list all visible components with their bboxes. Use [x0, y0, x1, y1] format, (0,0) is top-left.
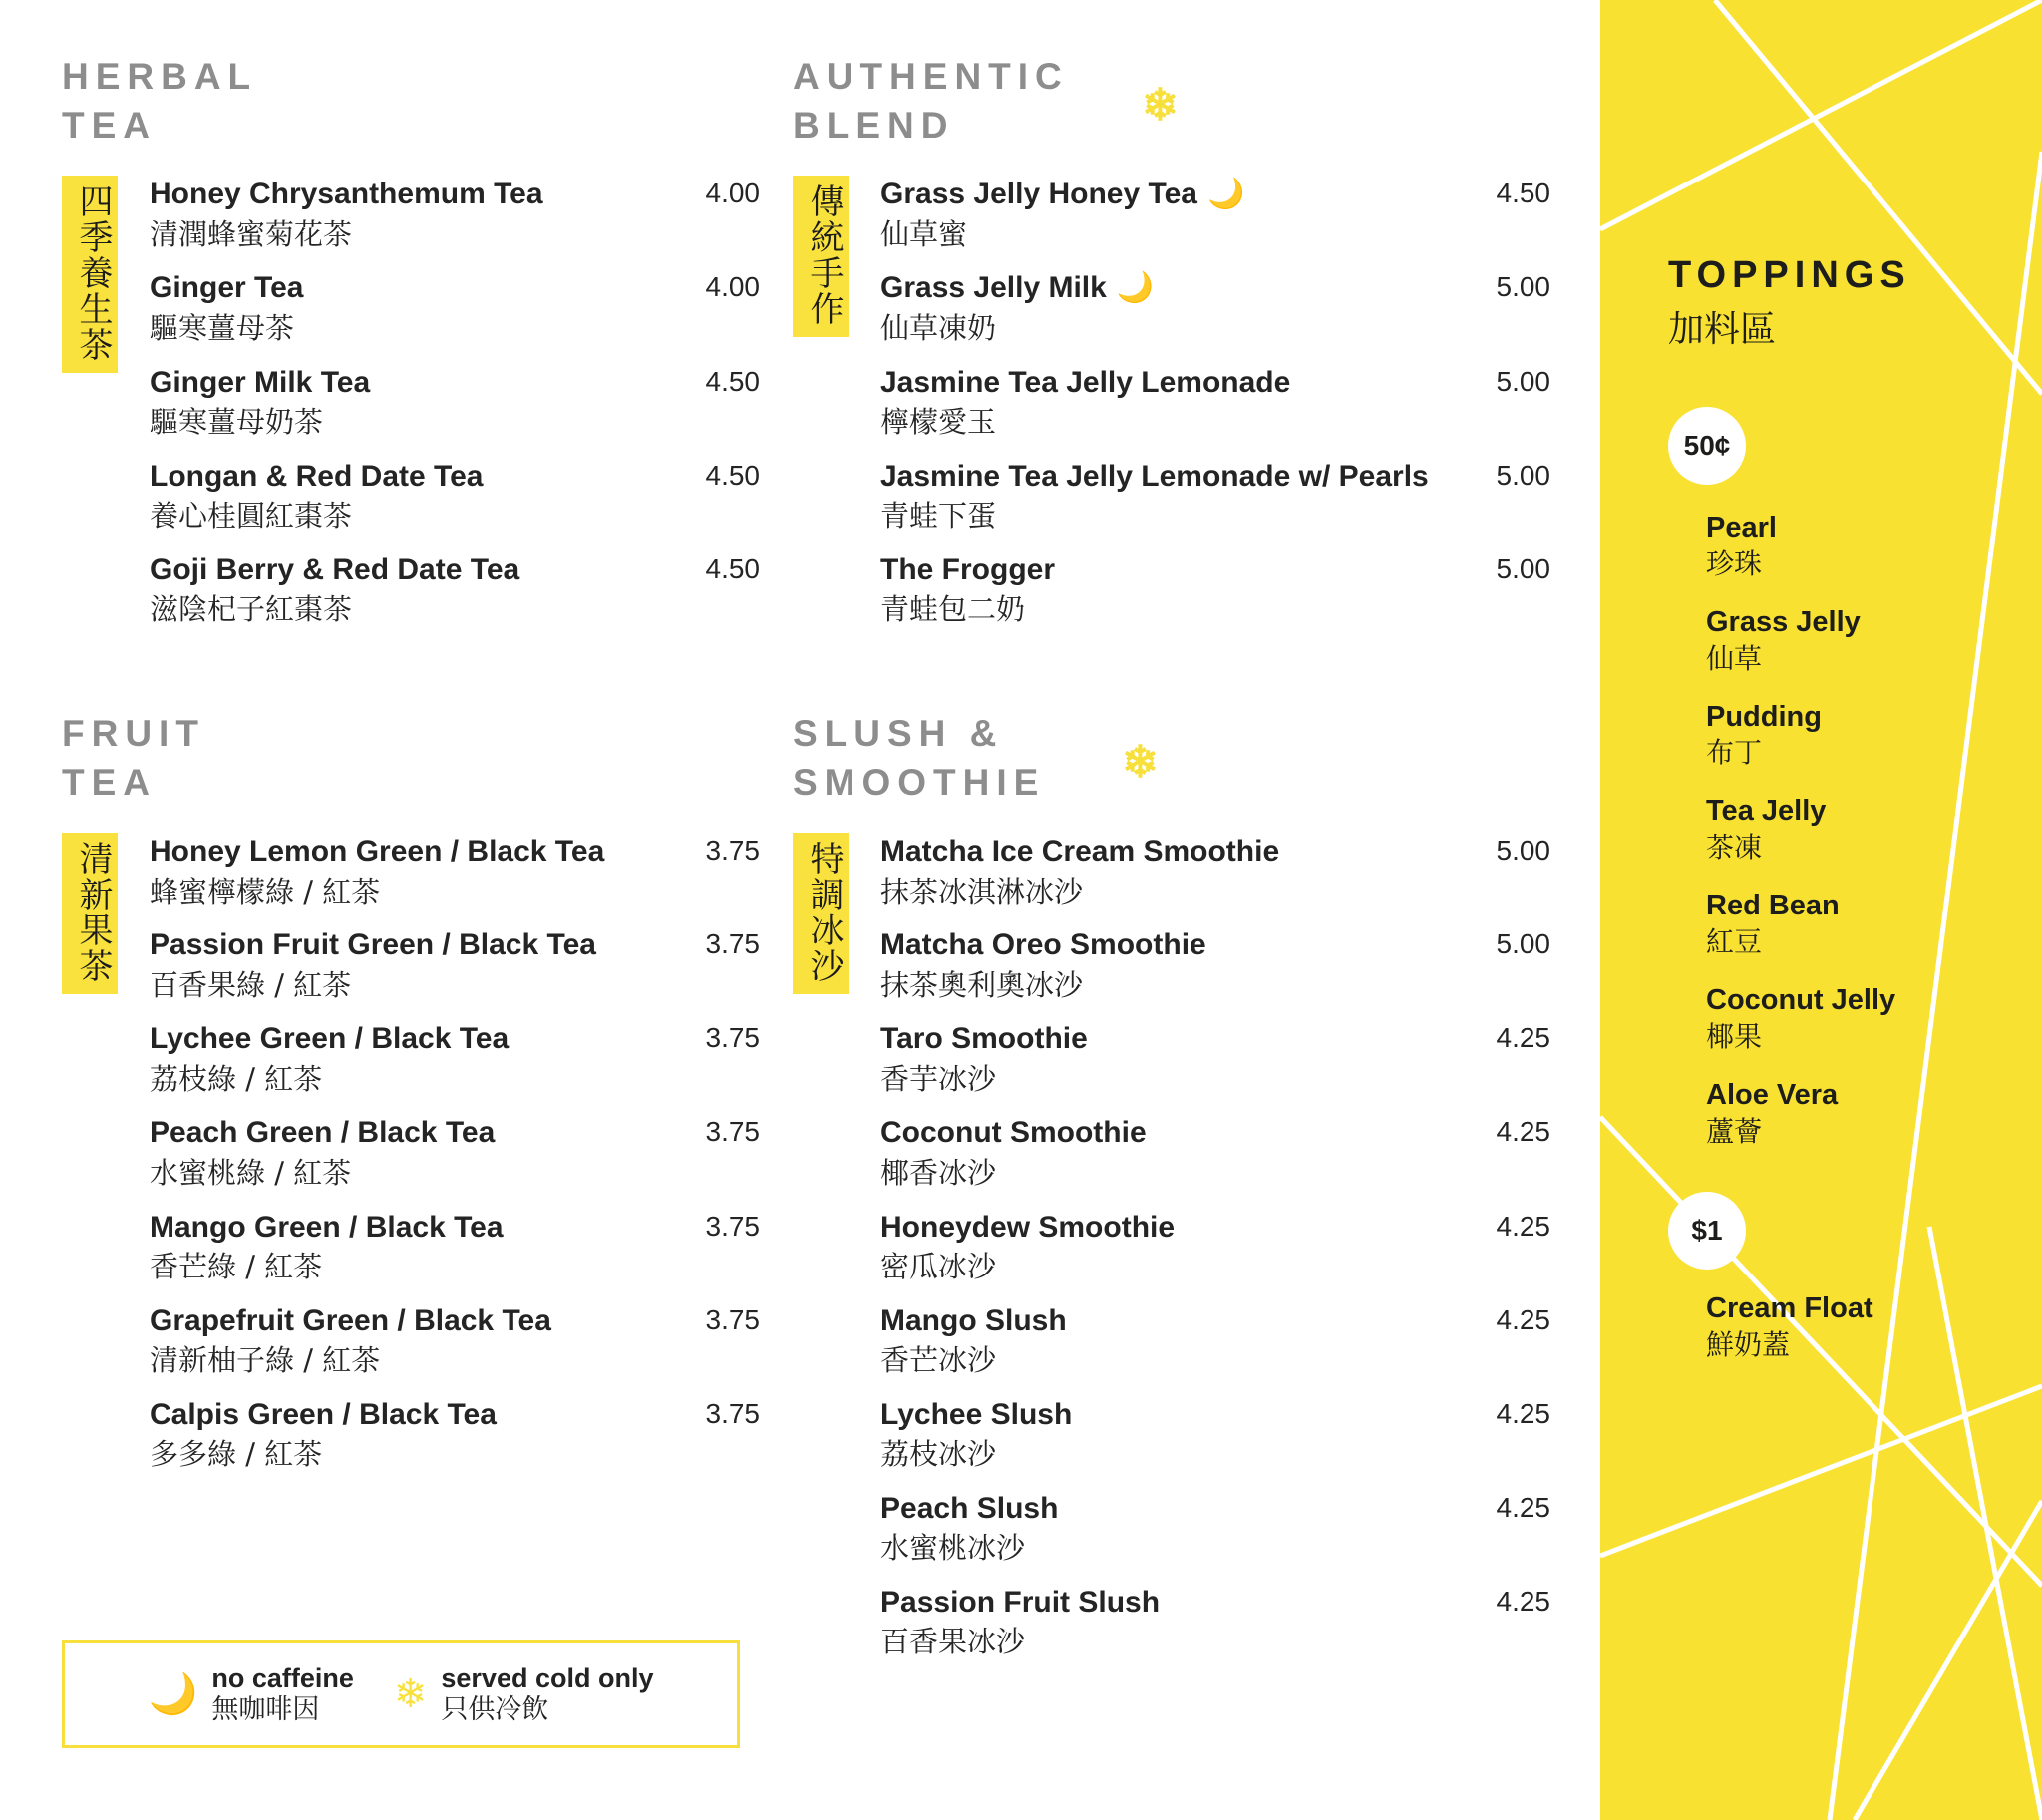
menu-item-price: 5.00 [1496, 459, 1550, 491]
menu-item-texts [150, 1209, 630, 1286]
menu-item-name-zh: 青蛙下蛋 [880, 499, 997, 534]
topping-item [1706, 700, 1895, 771]
topping-name-zh: 蘆薈 [1706, 1114, 1763, 1148]
menu-item [150, 1020, 760, 1098]
menu-item [150, 269, 760, 347]
topping-name-en: Grass Jelly [1706, 605, 1861, 638]
menu-item [150, 1396, 760, 1474]
menu-item-name-zh: 香芒綠 / 紅茶 [150, 1249, 323, 1283]
legend-entry-no-caffeine [149, 1662, 354, 1727]
legend-label-zh: 無咖啡因 [211, 1694, 320, 1725]
section-tag-slush-smoothie: 特調冰沙 [793, 833, 849, 994]
menu-item-name-zh: 蜂蜜檸檬綠 / 紅茶 [150, 874, 381, 909]
menu-item-texts [150, 1020, 630, 1098]
menu-item-texts [150, 269, 630, 347]
menu-item [150, 926, 760, 1004]
toppings-content [1600, 0, 2042, 1820]
menu-item [880, 458, 1550, 536]
menu-item-texts [880, 1302, 1431, 1380]
legend-label-en: no caffeine [211, 1662, 354, 1693]
menu-item-name-en: Mango Slush [880, 1303, 1067, 1337]
menu-item-texts [880, 1209, 1431, 1286]
item-block-authentic-blend [793, 176, 1550, 628]
moon-icon: 🌙 [1116, 271, 1155, 305]
menu-item [880, 364, 1550, 442]
menu-item-price: 4.25 [1496, 1210, 1550, 1242]
menu-item-name-zh: 百香果綠 / 紅茶 [150, 967, 352, 1002]
section-title-line1: SLUSH & [793, 712, 1004, 754]
menu-item-name-zh: 驅寒薑母奶茶 [150, 404, 324, 439]
menu-item-name-en [880, 176, 1431, 213]
menu-item-name-zh: 百香果冰沙 [880, 1625, 1026, 1659]
topping-name-zh: 茶凍 [1706, 831, 1763, 865]
topping-name-en: Tea Jelly [1706, 795, 1827, 828]
toppings-group-1dollar [1706, 1291, 1873, 1386]
item-block-slush-smoothie [793, 833, 1550, 1661]
menu-item-price: 4.00 [705, 178, 760, 209]
menu-item-name-zh: 水蜜桃綠 / 紅茶 [150, 1155, 352, 1190]
menu-item [880, 1302, 1550, 1380]
menu-item-price: 5.00 [1496, 271, 1550, 303]
menu-item-price: 3.75 [705, 1210, 760, 1242]
menu-item-name-en: Peach Slush [880, 1491, 1059, 1525]
menu-item-texts [880, 269, 1431, 347]
menu-item-name-zh: 清新柚子綠 / 紅茶 [150, 1342, 381, 1377]
menu-item [150, 458, 760, 536]
menu-item-name-en: Passion Fruit Slush [880, 1585, 1161, 1619]
legend-label-zh: 只供冷飲 [441, 1694, 549, 1725]
menu-item-name-en: Lychee Slush [880, 1397, 1073, 1431]
section-tag-herbal-tea: 四季養生茶 [62, 176, 118, 373]
menu-item [880, 1209, 1550, 1286]
menu-item-texts [150, 833, 630, 910]
menu-item [150, 1114, 760, 1192]
moon-icon: 🌙 [148, 1672, 198, 1716]
menu-item-name-en: Taro Smoothie [880, 1022, 1088, 1056]
menu-item-price: 5.00 [1496, 365, 1550, 397]
toppings-title-zh: 加料區 [1668, 309, 1777, 350]
menu-item-name-zh: 仙草蜜 [880, 216, 968, 251]
menu-item-name-zh: 密瓜冰沙 [880, 1249, 997, 1283]
topping-name-zh: 珍珠 [1706, 546, 1763, 580]
topping-name-en: Cream Float [1706, 1292, 1873, 1324]
topping-item [1706, 1078, 1895, 1149]
item-block-fruit-tea [62, 833, 760, 1474]
menu-item-price: 3.75 [705, 1397, 760, 1429]
menu-item-price: 4.00 [705, 271, 760, 303]
topping-item [1706, 794, 1895, 865]
section-title-slush-smoothie [793, 709, 1550, 807]
menu-item-name-en: Coconut Smoothie [880, 1116, 1147, 1150]
menu-item-name-en [880, 269, 1431, 307]
menu-item-name-en: Mango Green / Black Tea [150, 1210, 504, 1244]
menu-item [880, 1584, 1550, 1661]
legend-text [441, 1662, 653, 1727]
menu-item-price: 5.00 [1496, 552, 1550, 584]
menu-item-texts [150, 364, 630, 442]
menu-item-texts [150, 1396, 630, 1474]
menu-item-price: 4.50 [705, 459, 760, 491]
menu-item [880, 1396, 1550, 1474]
menu-item-name-en: Calpis Green / Black Tea [150, 1397, 497, 1431]
topping-name-zh: 紅豆 [1706, 924, 1763, 958]
toppings-group-50c [1706, 511, 1895, 1173]
menu-item [880, 926, 1550, 1004]
menu-item [880, 1114, 1550, 1192]
moon-icon: 🌙 [1206, 178, 1245, 211]
menu-item-texts [150, 1302, 630, 1380]
menu-item-price: 3.75 [705, 1022, 760, 1054]
menu-item-price: 4.25 [1496, 1585, 1550, 1617]
menu-item-name-zh: 荔枝綠 / 紅茶 [150, 1061, 323, 1096]
topping-item [1706, 1291, 1873, 1362]
menu-item [880, 176, 1550, 253]
menu-item-name-en: Passion Fruit Green / Black Tea [150, 928, 596, 962]
item-block-herbal-tea [62, 176, 760, 628]
menu-item-name-zh: 多多綠 / 紅茶 [150, 1437, 323, 1472]
menu-item-price: 4.50 [705, 552, 760, 584]
price-badge-50c: 50¢ [1668, 407, 1746, 485]
menu-item-name-en: Lychee Green / Black Tea [150, 1022, 510, 1056]
section-title-line1: HERBAL [62, 56, 258, 97]
topping-name-zh: 布丁 [1706, 736, 1763, 770]
menu-item-texts [880, 1584, 1431, 1661]
menu-item [880, 269, 1550, 347]
menu-item [150, 551, 760, 629]
menu-item [880, 1490, 1550, 1568]
menu-item-texts [880, 1490, 1431, 1568]
menu-item-texts [880, 176, 1431, 253]
menu-item-name-zh: 驅寒薑母茶 [150, 310, 295, 345]
menu-column-middle [793, 52, 1550, 1677]
topping-name-zh: 鮮奶蓋 [1706, 1327, 1791, 1361]
menu-item-price: 4.50 [1496, 178, 1550, 209]
menu-item-texts [880, 833, 1431, 910]
section-title-authentic-blend [793, 52, 1550, 150]
topping-name-en: Red Bean [1706, 890, 1840, 922]
menu-item-name-zh: 仙草凍奶 [880, 310, 997, 345]
menu-item-price: 4.25 [1496, 1022, 1550, 1054]
menu-item [880, 551, 1550, 629]
menu-item-price: 3.75 [705, 835, 760, 867]
menu-item [880, 1020, 1550, 1098]
menu-item-price: 3.75 [705, 928, 760, 960]
section-title-line2: TEA [62, 105, 157, 147]
menu-item-name-en: Ginger Tea [150, 271, 304, 305]
menu-item-name-zh: 椰香冰沙 [880, 1155, 997, 1190]
menu-item [150, 1209, 760, 1286]
section-tag-fruit-tea: 清新果茶 [62, 833, 118, 994]
legend-box [62, 1640, 740, 1748]
menu-item-texts [880, 926, 1431, 1004]
menu-item-texts [150, 176, 630, 253]
section-title-herbal-tea [62, 52, 760, 150]
menu-item-name-en: Honey Lemon Green / Black Tea [150, 835, 605, 869]
section-title-line1: FRUIT [62, 712, 205, 754]
topping-name-en: Coconut Jelly [1706, 983, 1896, 1016]
toppings-heading [1668, 254, 1911, 352]
menu-item-texts [150, 458, 630, 536]
menu-item-price: 3.75 [705, 1303, 760, 1335]
legend-text [211, 1662, 354, 1727]
menu-item-price: 4.25 [1496, 1303, 1550, 1335]
menu-item-price: 4.50 [705, 365, 760, 397]
legend-label-en: served cold only [441, 1662, 654, 1693]
snowflake-icon: ❄ [1122, 737, 1166, 787]
section-authentic-blend [793, 52, 1550, 629]
section-herbal-tea [62, 52, 760, 629]
topping-name-zh: 椰果 [1706, 1019, 1763, 1053]
menu-item-price: 4.25 [1496, 1491, 1550, 1523]
section-tag-authentic-blend: 傳統手作 [793, 176, 849, 337]
menu-item-name-en: Jasmine Tea Jelly Lemonade w/ Pearls [880, 459, 1429, 493]
menu-item-texts [150, 551, 630, 629]
menu-item-price: 4.25 [1496, 1397, 1550, 1429]
section-title-fruit-tea [62, 709, 760, 807]
menu-item-name-zh: 青蛙包二奶 [880, 592, 1026, 627]
menu-item-name-en: Peach Green / Black Tea [150, 1116, 496, 1150]
toppings-title-en: TOPPINGS [1668, 254, 1911, 296]
topping-item [1706, 605, 1895, 676]
menu-item-name-zh: 香芒冰沙 [880, 1342, 997, 1377]
section-title-line2: SMOOTHIE [793, 762, 1046, 803]
menu-item-price: 3.75 [705, 1116, 760, 1148]
menu-item-name-en: Grapefruit Green / Black Tea [150, 1303, 551, 1337]
snowflake-icon: ❄ [1142, 81, 1186, 130]
topping-item [1706, 983, 1895, 1054]
legend-entry-served-cold [394, 1662, 654, 1727]
menu-item-price: 4.25 [1496, 1116, 1550, 1148]
menu-item-name-en: Goji Berry & Red Date Tea [150, 552, 520, 586]
section-title-line1: AUTHENTIC [793, 56, 1069, 97]
menu-item-name-en: Matcha Ice Cream Smoothie [880, 835, 1280, 869]
menu-item [150, 833, 760, 910]
menu-item-texts [150, 1114, 630, 1192]
menu-item-texts [880, 364, 1431, 442]
menu-item-name-en: The Frogger [880, 552, 1056, 586]
menu-item-name-zh: 抹茶奧利奧冰沙 [880, 967, 1084, 1002]
menu-item-name-en: Jasmine Tea Jelly Lemonade [880, 365, 1291, 399]
menu-item [880, 833, 1550, 910]
snowflake-icon: ❄ [393, 1672, 428, 1716]
topping-name-en: Aloe Vera [1706, 1078, 1839, 1111]
menu-item-name-en: Honey Chrysanthemum Tea [150, 178, 543, 211]
toppings-panel [1600, 0, 2042, 1820]
topping-item [1706, 889, 1895, 959]
menu-item-name-en-text: Grass Jelly Honey Tea [880, 178, 1197, 211]
menu-item [150, 364, 760, 442]
price-badge-1dollar: $1 [1668, 1192, 1746, 1270]
section-title-line2: BLEND [793, 105, 955, 147]
menu-item [150, 1302, 760, 1380]
menu-item-texts [880, 1020, 1431, 1098]
section-fruit-tea [62, 709, 760, 1474]
menu-item-name-zh: 水蜜桃冰沙 [880, 1531, 1026, 1566]
menu-item-price: 5.00 [1496, 835, 1550, 867]
menu-item-texts [880, 1396, 1431, 1474]
section-slush-smoothie [793, 709, 1550, 1661]
menu-item-name-zh: 抹茶冰淇淋冰沙 [880, 874, 1084, 909]
menu-item-name-zh: 荔枝冰沙 [880, 1437, 997, 1472]
menu-column-left [62, 52, 760, 1490]
menu-item [150, 176, 760, 253]
menu-item-name-zh: 養心桂圓紅棗茶 [150, 499, 353, 534]
section-title-line2: TEA [62, 762, 157, 803]
menu-item-name-en: Matcha Oreo Smoothie [880, 928, 1206, 962]
menu-item-name-en: Longan & Red Date Tea [150, 459, 484, 493]
menu-item-price: 5.00 [1496, 928, 1550, 960]
topping-name-zh: 仙草 [1706, 641, 1763, 675]
topping-name-en: Pudding [1706, 700, 1822, 733]
menu-item-name-zh: 清潤蜂蜜菊花茶 [150, 216, 353, 251]
topping-name-en: Pearl [1706, 512, 1777, 544]
menu-item-name-en: Honeydew Smoothie [880, 1210, 1176, 1244]
menu-item-texts [880, 458, 1431, 536]
menu-item-texts [150, 926, 630, 1004]
menu-item-name-en: Ginger Milk Tea [150, 365, 371, 399]
menu-item-texts [880, 551, 1431, 629]
menu-item-texts [880, 1114, 1431, 1192]
menu-item-name-zh: 滋陰杞子紅棗茶 [150, 592, 353, 627]
menu-item-name-en-text: Grass Jelly Milk [880, 271, 1107, 305]
topping-item [1706, 511, 1895, 581]
menu-item-name-zh: 檸檬愛玉 [880, 404, 997, 439]
menu-item-name-zh: 香芋冰沙 [880, 1061, 997, 1096]
